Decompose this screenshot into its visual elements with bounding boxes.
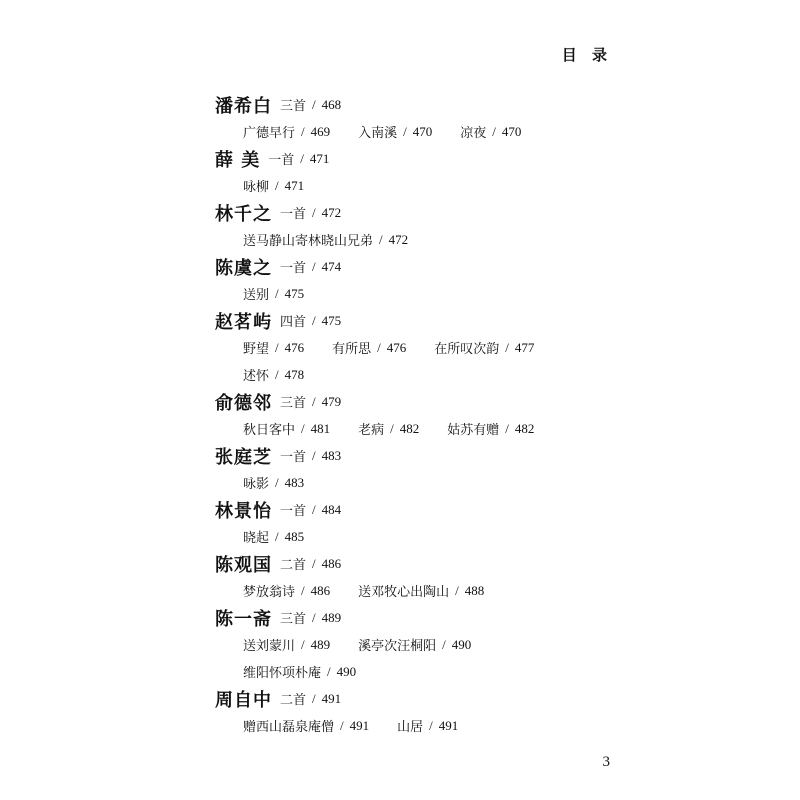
page-number: 3 (602, 754, 610, 770)
author-name: 陈一斋 (215, 608, 272, 630)
poem-title: 姑苏有赠 (447, 423, 500, 438)
separator: / (379, 231, 383, 247)
poem-line (215, 415, 615, 442)
separator: / (275, 339, 279, 355)
poem-line (215, 172, 615, 199)
author-page-number: 484 (321, 501, 342, 517)
author-entry[interactable] (215, 307, 615, 334)
poem-line (215, 631, 615, 658)
poem-entry[interactable] (358, 419, 419, 438)
poem-page-number: 469 (310, 123, 331, 139)
poem-title: 赠西山磊泉庵僧 (243, 720, 335, 735)
poem-entry[interactable] (447, 419, 534, 438)
poem-page-number: 476 (284, 339, 305, 355)
poem-line (215, 712, 615, 739)
author-page-number: 479 (321, 393, 342, 409)
author-entry[interactable] (215, 442, 615, 469)
author-page-number: 491 (321, 690, 342, 706)
separator: / (312, 501, 316, 517)
separator: / (312, 609, 316, 625)
author-entry[interactable] (215, 604, 615, 631)
poem-title: 梦放翁诗 (243, 585, 296, 600)
author-page-number: 474 (321, 258, 342, 274)
poem-count: 三首 (280, 612, 307, 627)
poem-line (215, 523, 615, 550)
poem-entry[interactable] (243, 473, 304, 492)
separator: / (340, 717, 344, 733)
poem-entry[interactable] (243, 176, 304, 195)
poem-entry[interactable] (332, 338, 406, 357)
poem-line (215, 118, 615, 145)
poem-page-number: 481 (310, 420, 331, 436)
poem-title: 入南溪 (358, 126, 398, 141)
separator: / (505, 339, 509, 355)
separator: / (505, 420, 509, 436)
author-name: 林千之 (215, 203, 272, 225)
poem-title: 有所思 (332, 342, 372, 357)
poem-title: 老病 (358, 423, 385, 438)
author-entry[interactable] (215, 253, 615, 280)
separator: / (377, 339, 381, 355)
poem-entry[interactable] (243, 365, 304, 384)
poem-page-number: 470 (501, 123, 522, 139)
poem-title: 秋日客中 (243, 423, 296, 438)
poem-page-number: 490 (336, 663, 357, 679)
poem-page-number: 488 (464, 582, 485, 598)
poem-page-number: 471 (284, 177, 305, 193)
separator: / (300, 150, 304, 166)
poem-page-number: 491 (438, 717, 459, 733)
poem-page-number: 475 (284, 285, 305, 301)
poem-title: 野望 (243, 342, 270, 357)
separator: / (390, 420, 394, 436)
poem-title: 送马静山寄林晓山兄弟 (243, 234, 374, 249)
author-name: 陈虞之 (215, 257, 272, 279)
author-name: 潘希白 (215, 95, 272, 117)
separator: / (301, 123, 305, 139)
poem-count: 一首 (268, 153, 295, 168)
poem-line (215, 280, 615, 307)
poem-entry[interactable] (243, 122, 330, 141)
separator: / (312, 204, 316, 220)
author-entry[interactable] (215, 91, 615, 118)
poem-page-number: 476 (386, 339, 407, 355)
poem-title: 咏柳 (243, 180, 270, 195)
poem-page-number: 486 (310, 582, 331, 598)
author-name: 俞德邻 (215, 392, 272, 414)
poem-entry[interactable] (358, 122, 432, 141)
author-entry[interactable] (215, 496, 615, 523)
separator: / (455, 582, 459, 598)
poem-entry[interactable] (243, 419, 330, 438)
poem-page-number: 482 (514, 420, 535, 436)
author-page-number: 486 (321, 555, 342, 571)
separator: / (275, 285, 279, 301)
separator: / (442, 636, 446, 652)
poem-line (215, 226, 615, 253)
separator: / (312, 312, 316, 328)
author-entry[interactable] (215, 550, 615, 577)
author-entry[interactable] (215, 388, 615, 415)
separator: / (301, 420, 305, 436)
poem-entry[interactable] (243, 527, 304, 546)
separator: / (301, 582, 305, 598)
separator: / (312, 393, 316, 409)
poem-count: 一首 (280, 504, 307, 519)
poem-page-number: 472 (388, 231, 409, 247)
separator: / (275, 366, 279, 382)
poem-entry[interactable] (358, 635, 471, 654)
author-name: 周自中 (215, 689, 272, 711)
separator: / (301, 636, 305, 652)
poem-entry[interactable] (243, 284, 304, 303)
poem-entry[interactable] (243, 338, 304, 357)
poem-title: 在所叹次韵 (434, 342, 500, 357)
author-page-number: 475 (321, 312, 342, 328)
separator: / (275, 474, 279, 490)
poem-title: 溪亭次汪桐阳 (358, 639, 437, 654)
separator: / (275, 528, 279, 544)
author-page-number: 489 (321, 609, 342, 625)
poem-page-number: 489 (310, 636, 331, 652)
poem-page-number: 490 (451, 636, 472, 652)
author-page-number: 468 (321, 96, 342, 112)
poem-title: 送别 (243, 288, 270, 303)
separator: / (403, 123, 407, 139)
poem-entry[interactable] (243, 716, 369, 735)
poem-title: 广德早行 (243, 126, 296, 141)
poem-line (215, 658, 615, 685)
poem-page-number: 482 (399, 420, 420, 436)
poem-title: 送邓牧心出陶山 (358, 585, 450, 600)
author-page-number: 472 (321, 204, 342, 220)
poem-line (215, 469, 615, 496)
poem-title: 凉夜 (460, 126, 487, 141)
separator: / (312, 690, 316, 706)
poem-count: 三首 (280, 396, 307, 411)
separator: / (429, 717, 433, 733)
poem-page-number: 470 (412, 123, 433, 139)
poem-entry[interactable] (358, 581, 484, 600)
poem-count: 一首 (280, 207, 307, 222)
poem-entry[interactable] (243, 635, 330, 654)
poem-entry[interactable] (397, 716, 458, 735)
author-entry[interactable] (215, 685, 615, 712)
poem-title: 咏影 (243, 477, 270, 492)
separator: / (492, 123, 496, 139)
poem-page-number: 477 (514, 339, 535, 355)
poem-count: 一首 (280, 261, 307, 276)
poem-page-number: 483 (284, 474, 305, 490)
poem-line (215, 577, 615, 604)
poem-entry[interactable] (243, 662, 356, 681)
separator: / (275, 177, 279, 193)
poem-title: 送刘蒙川 (243, 639, 296, 654)
author-page-number: 471 (309, 150, 330, 166)
poem-entry[interactable] (243, 581, 330, 600)
poem-entry[interactable] (460, 122, 521, 141)
separator: / (327, 663, 331, 679)
author-name: 张庭芝 (215, 446, 272, 468)
author-page-number: 483 (321, 447, 342, 463)
poem-count: 一首 (280, 450, 307, 465)
author-name: 薛 美 (215, 149, 261, 171)
separator: / (312, 96, 316, 112)
author-name: 林景怡 (215, 500, 272, 522)
poem-count: 三首 (280, 99, 307, 114)
table-of-contents (215, 91, 615, 739)
separator: / (312, 555, 316, 571)
author-entry[interactable] (215, 145, 615, 172)
page-header-title: 目 录 (561, 46, 612, 64)
poem-count: 二首 (280, 558, 307, 573)
separator: / (312, 258, 316, 274)
author-name: 赵茗屿 (215, 311, 272, 333)
poem-line (215, 334, 615, 361)
author-entry[interactable] (215, 199, 615, 226)
poem-entry[interactable] (243, 230, 408, 249)
poem-page-number: 478 (284, 366, 305, 382)
poem-title: 山居 (397, 720, 424, 735)
poem-title: 述怀 (243, 369, 270, 384)
poem-entry[interactable] (434, 338, 534, 357)
poem-page-number: 485 (284, 528, 305, 544)
poem-page-number: 491 (349, 717, 370, 733)
separator: / (312, 447, 316, 463)
poem-count: 四首 (280, 315, 307, 330)
poem-title: 维阳怀项朴庵 (243, 666, 322, 681)
poem-count: 二首 (280, 693, 307, 708)
poem-title: 晓起 (243, 531, 270, 546)
author-name: 陈观国 (215, 554, 272, 576)
poem-line (215, 361, 615, 388)
